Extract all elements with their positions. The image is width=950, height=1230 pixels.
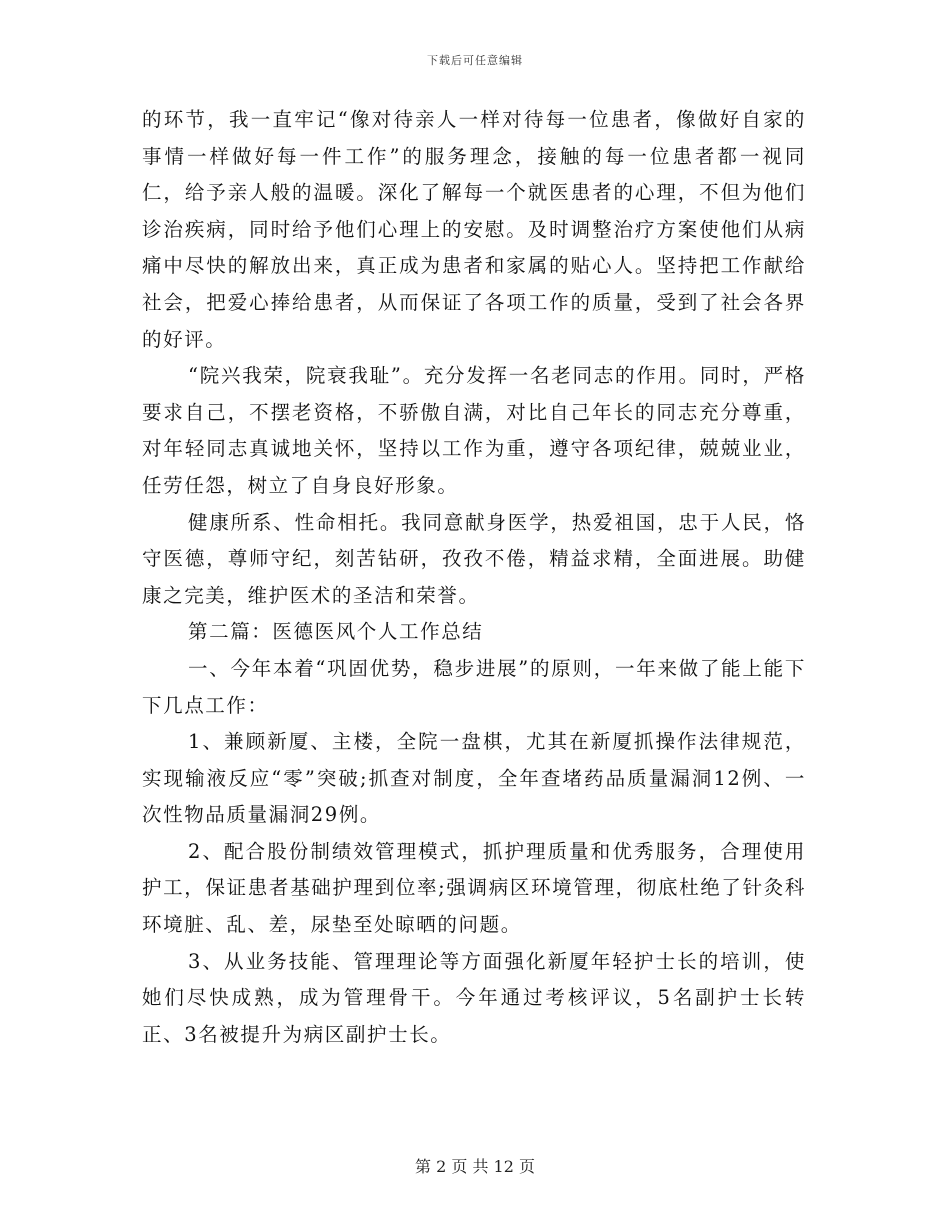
page-header: 下载后可任意编辑 — [427, 54, 523, 67]
list-item-2: 2、配合股份制绩效管理模式，抓护理质量和优秀服务，合理使用护工，保证患者基础护理到位率;强调病区环境管理，彻底杜绝了针灸科环境脏、乱、差，尿垫至处晾晒的问题。 — [142, 839, 806, 937]
paragraph-2: “院兴我荣，院衰我耻”。充分发挥一名老同志的作用。同时，严格要求自己，不摆老资格，不骄傲自满，对比自己年长的同志充分尊重，对年轻同志真诚地关怀，坚持以工作为重，遵守各项纪律，兢兢业业，任劳任怨，树立了自身良好形象。 — [142, 364, 806, 497]
page-footer: 第 2 页 共 12 页 — [415, 1157, 535, 1176]
document-body — [142, 102, 806, 1053]
paragraph-1: 的环节，我一直牢记“像对待亲人一样对待每一位患者，像做好自家的事情一样做好每一件工作”的服务理念，接触的每一位患者都一视同仁，给予亲人般的温暖。深化了解每一个就医患者的心理，不但为他们诊治疾病，同时给予他们心理上的安慰。及时调整治疗方案使他们从病痛中尽快的解放出来，真正成为患者和家属的贴心人。坚持把工作献给社会，把爱心捧给患者，从而保证了各项工作的质量，受到了社会各界的好评。 — [142, 108, 806, 351]
paragraph-5: 一、今年本着“巩固优势，稳步进展”的原则，一年来做了能上能下下几点工作： — [142, 656, 806, 717]
paragraph-3: 健康所系、性命相托。我同意献身医学，热爱祖国，忠于人民，恪守医德，尊师守纪，刻苦钻研，孜孜不倦，精益求精，全面进展。助健康之完美，维护医术的圣洁和荣誉。 — [142, 510, 806, 607]
list-item-1: 1、兼顾新厦、主楼，全院一盘棋，尤其在新厦抓操作法律规范，实现输液反应“零”突破;抓查对制度，全年查堵药品质量漏洞12例、一次性物品质量漏洞29例。 — [142, 730, 806, 827]
section-heading: 第二篇：医德医风个人工作总结 — [188, 620, 484, 644]
list-item-3: 3、从业务技能、管理理论等方面强化新厦年轻护士长的培训，使她们尽快成熟，成为管理骨干。今年通过考核评议，5名副护士长转正、3名被提升为病区副护士长。 — [142, 949, 806, 1046]
